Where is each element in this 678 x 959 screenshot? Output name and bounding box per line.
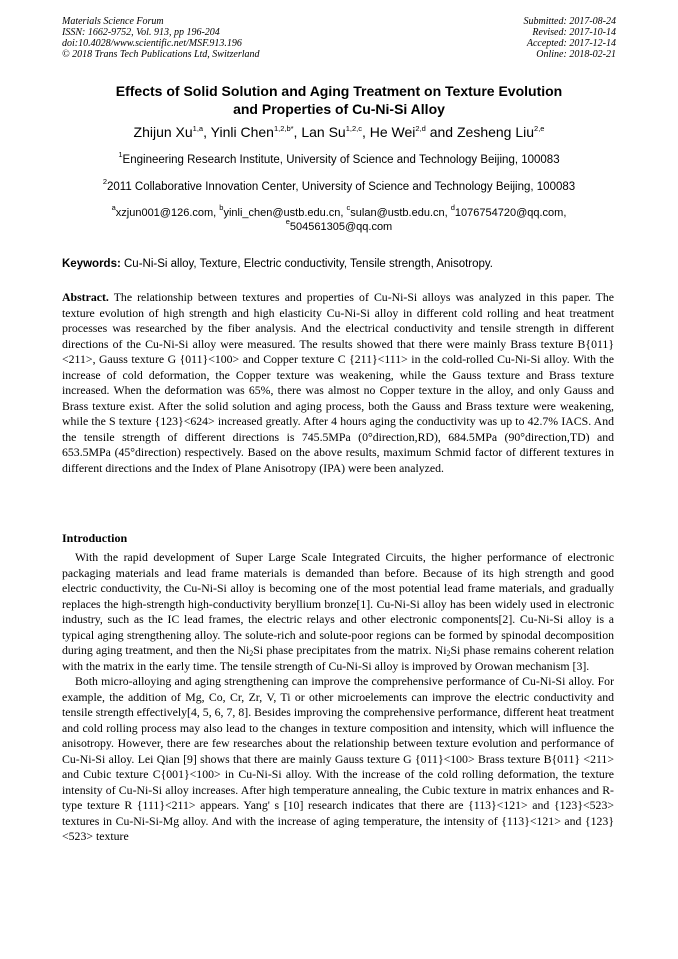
affiliation-text: Engineering Research Institute, University of Science and Technology Beijing, 100083 bbox=[122, 154, 560, 166]
author-separator: , bbox=[293, 124, 302, 140]
paper-title bbox=[62, 82, 616, 118]
dates-header bbox=[524, 16, 617, 60]
author-affiliation-mark: 1,2,b* bbox=[273, 124, 294, 133]
abstract-label: Abstract. bbox=[62, 290, 109, 304]
email-link[interactable]: 504561305@qq.com bbox=[289, 221, 393, 233]
author-name: Zesheng Liu bbox=[456, 124, 535, 140]
author-separator: , bbox=[203, 124, 211, 140]
date-accepted: Accepted: 2017-12-14 bbox=[526, 38, 616, 49]
date-online: Online: 2018-02-21 bbox=[536, 49, 616, 60]
keywords-text: Cu-Ni-Si alloy, Texture, Electric conductivity, Tensile strength, Anisotropy. bbox=[120, 258, 493, 270]
email-link[interactable]: sulan@ustb.edu.cn, bbox=[350, 207, 451, 219]
author-affiliation-mark: 1,a bbox=[192, 124, 204, 133]
date-submitted: Submitted: 2017-08-24 bbox=[523, 16, 616, 27]
author-name: He Wei bbox=[369, 124, 416, 140]
keywords bbox=[62, 257, 616, 271]
affiliation-mark: 2 bbox=[102, 177, 107, 186]
affiliation-text: 2011 Collaborative Innovation Center, University of Science and Technology Beijing, 100083 bbox=[106, 181, 576, 193]
subscript: 2 bbox=[446, 649, 451, 658]
journal-header bbox=[62, 16, 260, 60]
title-line-2: and Properties of Cu-Ni-Si Alloy bbox=[233, 101, 445, 117]
email-link[interactable]: yinli_chen@ustb.edu.cn, bbox=[223, 207, 347, 219]
affiliation-1 bbox=[62, 150, 616, 167]
paragraph bbox=[62, 550, 614, 674]
email-link[interactable]: xzjun001@126.com, bbox=[115, 207, 220, 219]
abstract bbox=[62, 290, 614, 476]
email-mark: a bbox=[111, 203, 116, 212]
subscript: 2 bbox=[249, 649, 254, 658]
author-name: Zhijun Xu bbox=[133, 124, 193, 140]
paragraph-text: With the rapid development of Super Large Scale Integrated Circuits, the higher performance of electronic packaging materials and lead frame materials is demanded than before. Because of its high strength and good electric conductivity, the Cu-Ni-Si alloy is becoming one of the most potential lead frame materials, and gradually replaces the high-strength high-conductivity beryllium bronze[1]. Cu-Ni-Si alloy has been widely used in electronic industry, such as the IC lead frames, the electric relays and other electronic components[2]. Cu-Ni-Si alloy is a typical aging strengthening alloy. The solute-rich and solute-poor regions can be formed by spinodal decomposition during aging treatment, and then the Ni bbox=[62, 550, 614, 657]
author-affiliation-mark: 1,2,c bbox=[345, 124, 362, 133]
email-mark: c bbox=[346, 203, 351, 212]
section-heading-introduction: Introduction bbox=[62, 531, 128, 545]
journal-copyright: © 2018 Trans Tech Publications Ltd, Switzerland bbox=[62, 49, 260, 60]
email-mark: b bbox=[219, 203, 224, 212]
author-affiliation-mark: 2,d bbox=[415, 124, 426, 133]
author-and: and bbox=[425, 124, 457, 140]
date-revised: Revised: 2017-10-14 bbox=[532, 27, 616, 38]
author-affiliation-mark: 2,e bbox=[534, 124, 545, 133]
author-separator: , bbox=[361, 124, 370, 140]
affiliation-mark: 1 bbox=[118, 150, 123, 159]
author-name: Yinli Chen bbox=[210, 124, 274, 140]
title-line-1: Effects of Solid Solution and Aging Treatment on Texture Evolution bbox=[115, 83, 563, 99]
paragraph: Both micro-alloying and aging strengthening can improve the comprehensive performance of Cu-Ni-Si alloy. For example, the addition of Mg, Co, Cr, Zr, V, Ti or other microelements can improve the electric conductivity and tensile strength effectively[4, 5, 6, 7, 8]. Besides improving the comprehensive performance, different heat treatment and cold rolling process may also lead to the changes in texture composition and intensity, which will influence the anisotropy. However, there are few researches about the relationship between texture evolution and performance of Cu-Ni-Si alloy. Lei Qian [9] shows that there are mainly Gauss texture G {011}<100> Brass texture B{011} <211> and Cubic texture C{001}<100> in Cu-Ni-Si alloy. With the increase of the cold rolling deformation, the texture intensity of Cu-Ni-Si alloy increases. After high temperature annealing, the Cubic texture in matrix enhances and R-type texture R {111}<211> appears. Yang' s [10] research indicates that there are {113}<121> and {123}<523> textures in Cu-Ni-Si-Mg alloy. And with the increase of aging temperature, the intensity of {113}<121> and {123}<523> texture bbox=[62, 674, 614, 843]
email-mark: e bbox=[285, 217, 290, 226]
journal-doi: doi:10.4028/www.scientific.net/MSF.913.196 bbox=[62, 38, 242, 49]
abstract-text: The relationship between textures and properties of Cu-Ni-Si alloys was analyzed in this paper. The texture evolution of high strength and high elasticity Cu-Ni-Si alloy in different cold rolling and heat treatment processes was researched by the fiber analysis. And the electrical conductivity and tensile strength in different directions of the Cu-Ni-Si alloy were measured. The results showed that there were mainly Brass texture B{011}<211>, Gauss texture G {011}<100> and Copper texture C {211}<111> in the cold-rolled Cu-Ni-Si alloy. With the increase of cold deformation, the Copper texture was weakening, while the Gauss texture and Brass texture increased. When the deformation was 65%, there was almost no Copper texture in the alloy, and only Gauss and Brass texture exist. After the solid solution and aging process, both the Gauss and Brass texture were weakening, while the S texture {123}<624> increased greatly. After 4 hours aging the conductivity was up to 42.7% IACS. And the tensile strength of different directions is 745.5MPa (0°direction,RD), 684.5MPa (90°direction,TD) and 653.5MPa (45°direction) respectively. Based on the above results, maximum Schmid factor of different textures in different directions and the Index of Plane Anisotropy (IPA) were been analyzed. bbox=[62, 290, 614, 475]
affiliation-2 bbox=[62, 177, 616, 194]
email-mark: d bbox=[450, 203, 455, 212]
author-list bbox=[62, 123, 616, 141]
author-name: Lan Su bbox=[301, 124, 346, 140]
paragraph-text: Si phase precipitates from the matrix. Ni bbox=[253, 643, 447, 657]
author-emails bbox=[62, 203, 616, 234]
journal-name: Materials Science Forum bbox=[62, 16, 164, 27]
paragraph-text: Si phase remains coherent relation with the matrix in the early time. The tensile strength of Cu-Ni-Si alloy is improved by Orowan mechanism [3]. bbox=[62, 643, 615, 673]
journal-issn: ISSN: 1662-9752, Vol. 913, pp 196-204 bbox=[62, 27, 220, 38]
introduction-body bbox=[62, 550, 614, 845]
email-link[interactable]: 1076754720@qq.com, bbox=[454, 207, 567, 219]
keywords-label: Keywords: bbox=[62, 258, 121, 270]
